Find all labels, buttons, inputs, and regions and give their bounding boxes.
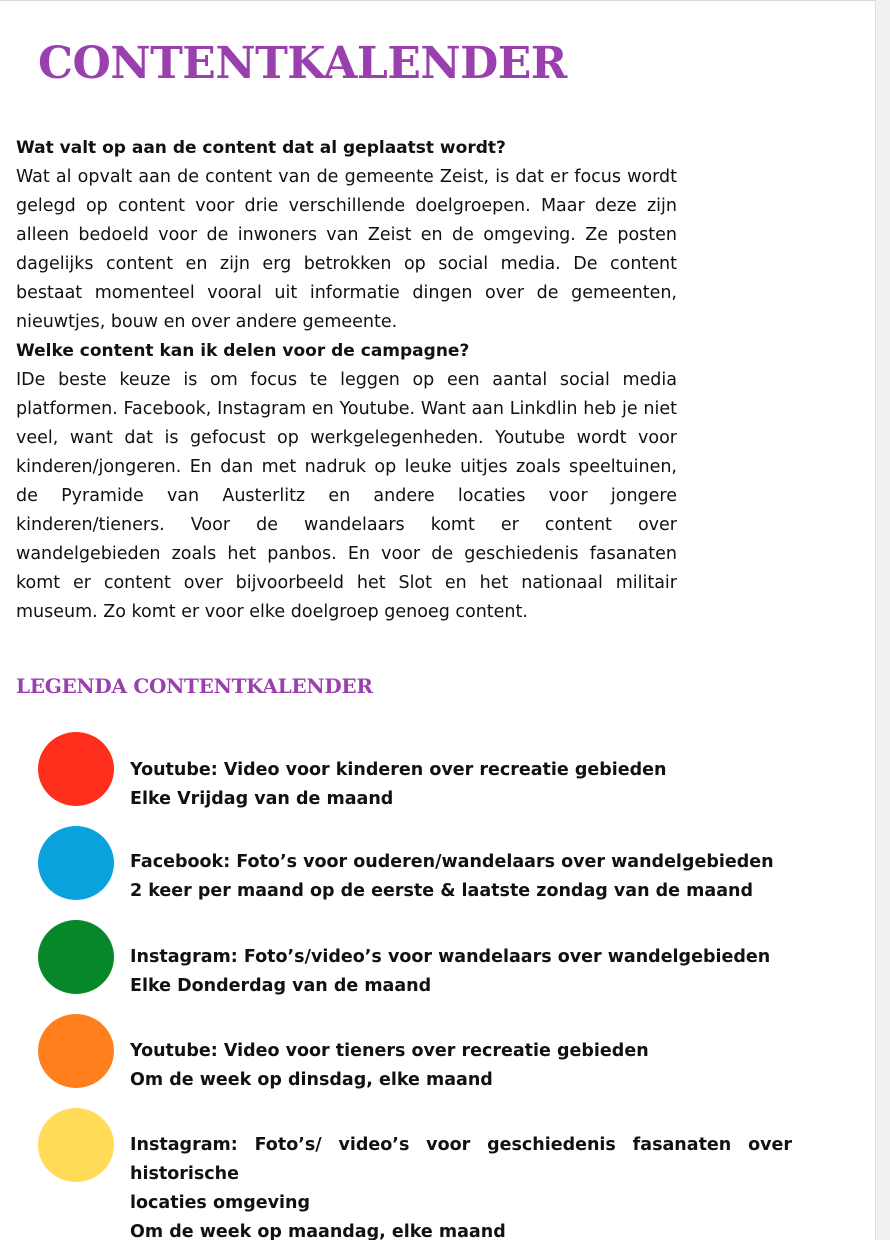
legend-description: Youtube: Video voor tieners over recreatie gebieden [130,1041,649,1061]
legend-text [130,943,792,1001]
legend-description-continued: locaties omgeving [130,1193,310,1213]
legend-text [130,756,792,814]
question-heading-2: Welke content kan ik delen voor de campagne? [16,341,470,361]
viewer-scroll-strip[interactable] [875,0,890,1240]
legend-schedule: Om de week op dinsdag, elke maand [130,1070,493,1090]
question-heading-1: Wat valt op aan de content dat al geplaatst wordt? [16,138,506,158]
green-dot-icon [38,920,114,994]
legend-description: Instagram: Foto’s/video’s voor wandelaars over wandelgebieden [130,947,771,967]
orange-dot-icon [38,1014,114,1088]
legend-text [130,1131,792,1240]
legend-description: Facebook: Foto’s voor ouderen/wandelaars over wandelgebieden [130,852,774,872]
legend-schedule: Om de week op maandag, elke maand [130,1222,506,1240]
legend-description: Instagram: Foto’s/ video’s voor geschiedenis fasanaten over historische [130,1135,792,1184]
legend-text [130,1037,792,1095]
legend-schedule: 2 keer per maand op de eerste & laatste zondag van de maand [130,881,753,901]
legend-title: LEGENDA CONTENTKALENDER [16,674,373,698]
answer-paragraph-2: IDe beste keuze is om focus te leggen op een aantal social media platformen. Facebook, Instagram en Youtube. Want aan Linkdlin heb je niet veel, want dat is gefocust op werkgelegenheden. Youtube wordt voor kinderen/jongeren. En dan met nadruk op leuke uitjes zoals speeltuinen, de Pyramide van Austerlitz en andere locaties voor jongere kinderen/tieners. Voor de wandelaars komt er content over wandelgebieden zoals het panbos. En voor de geschiedenis fasanaten komt er content over bijvoorbeeld het Slot en het nationaal militair museum. Zo komt er voor elke doelgroep genoeg content. [16,370,677,622]
page-title: CONTENTKALENDER [38,38,567,89]
page-top-edge [0,0,876,1]
legend-description: Youtube: Video voor kinderen over recreatie gebieden [130,760,667,780]
blue-dot-icon [38,826,114,900]
legend-schedule: Elke Vrijdag van de maand [130,789,394,809]
answer-paragraph-1: Wat al opvalt aan de content van de gemeente Zeist, is dat er focus wordt gelegd op content voor drie verschillende doelgroepen. Maar deze zijn alleen bedoeld voor de inwoners van Zeist en de omgeving. Ze posten dagelijks content en zijn erg betrokken op social media. De content bestaat momenteel vooral uit informatie dingen over de gemeenten, nieuwtjes, bouw en over andere gemeente. [16,167,677,332]
red-dot-icon [38,732,114,806]
intro-text-block [16,134,677,627]
legend-schedule: Elke Donderdag van de maand [130,976,432,996]
yellow-dot-icon [38,1108,114,1182]
legend-text [130,848,792,906]
